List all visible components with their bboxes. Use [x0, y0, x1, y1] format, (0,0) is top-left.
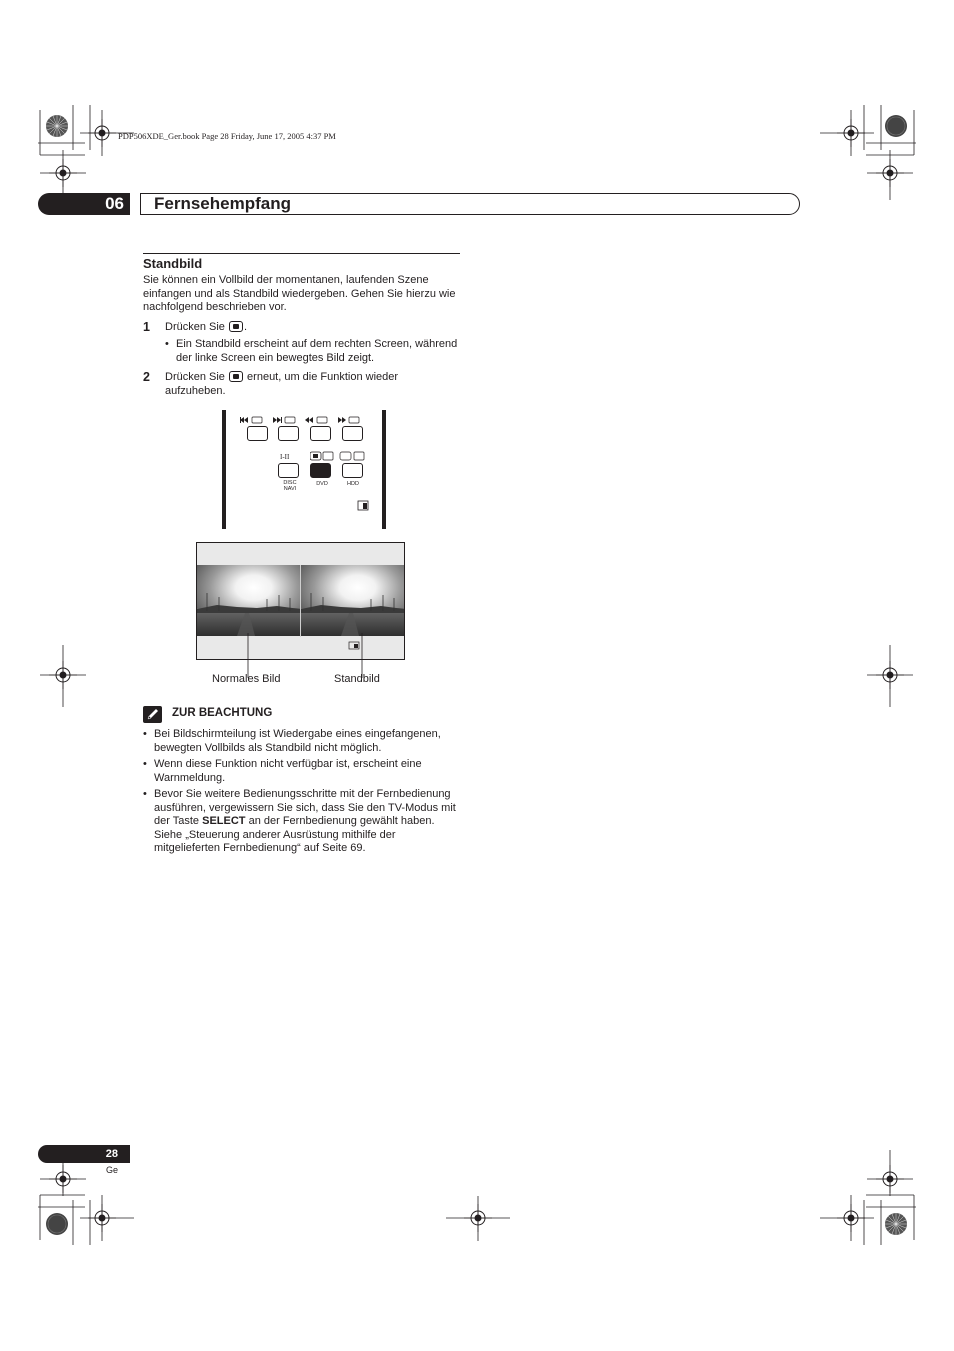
note-bullet-marker: • [143, 728, 147, 740]
step-1-text-after: . [243, 321, 248, 333]
remote-button-prev [247, 426, 268, 441]
note-item-3-post: an der Fernbedienung gewählt haben. Siehe „Steuerung anderer Ausrüstung mithilfe der mitgelieferten Fernbedienung“ auf Seite 69. [154, 815, 435, 854]
note-item-3 [154, 788, 460, 856]
remote-label-dvd: DVD [316, 481, 328, 487]
section-title: Standbild [143, 256, 203, 271]
freeze-button-icon [229, 321, 243, 332]
remote-label-disc-navi: DISC NAVI [283, 480, 297, 492]
remote-label-audio: I-II [280, 453, 290, 461]
print-info: PDP506XDE_Ger.book Page 28 Friday, June 17, 2005 4:37 PM [118, 131, 336, 141]
pencil-icon [143, 706, 162, 723]
caption-normal-picture: Normales Bild [212, 673, 281, 685]
chapter-title: Fernsehempfang [140, 193, 800, 215]
chapter-number: 06 [38, 193, 130, 215]
remote-button-hdd [342, 463, 363, 478]
step-1-text-before: Drücken Sie [165, 321, 225, 333]
caption-still-picture: Standbild [334, 673, 380, 685]
freeze-button-icon [229, 371, 243, 382]
step-1-number: 1 [143, 320, 150, 334]
remote-button-disc-navi [278, 463, 299, 478]
step-2-number: 2 [143, 370, 150, 384]
tv-mode-icon [357, 500, 369, 512]
note-bullet-marker: • [143, 758, 147, 770]
section-intro: Sie können ein Vollbild der momentanen, laufenden Szene einfangen und als Standbild wiedergeben. Gehen Sie hierzu wie nachfolgend beschrieben vor. [143, 274, 456, 313]
note-item-1: Bei Bildschirmteilung ist Wiedergabe eines eingefangenen, bewegten Vollbilds als Standbild nicht möglich. [154, 728, 441, 754]
transport-icons [240, 415, 370, 425]
pencil-note-icon [143, 706, 162, 723]
remote-button-rewind [310, 426, 331, 441]
remote-button-freeze [310, 463, 331, 478]
remote-button-next [278, 426, 299, 441]
function-icons [310, 451, 368, 461]
step-1-text [165, 321, 247, 335]
section-divider [143, 253, 460, 254]
remote-button-forward [342, 426, 363, 441]
step-1-bullet-marker: • [165, 338, 169, 350]
remote-label-hdd: HDD [347, 481, 359, 487]
step-2-text [165, 371, 435, 398]
note-title: ZUR BEACHTUNG [172, 707, 273, 719]
step-2-text-after: erneut, um die Funktion wieder aufzuheben. [165, 371, 399, 397]
select-key-label: SELECT [202, 815, 246, 827]
page-number: 28 [38, 1145, 130, 1163]
step-1-bullet-text: Ein Standbild erscheint auf dem rechten Screen, während der linke Screen ein bewegtes Bild zeigt. [176, 338, 458, 364]
note-item-3-pre: Bevor Sie weitere Bedienungsschritte mit der Fernbedienung ausführen, vergewissern Sie sich, dass Sie den TV-Modus mit der Taste [154, 788, 456, 827]
note-item-2: Wenn diese Funktion nicht verfügbar ist, erscheint eine Warnmeldung. [154, 758, 422, 784]
step-2-text-before: Drücken Sie [165, 371, 225, 383]
note-bullet-marker: • [143, 788, 147, 800]
remote-control-illustration [222, 410, 386, 529]
page-language: Ge [106, 1165, 119, 1175]
